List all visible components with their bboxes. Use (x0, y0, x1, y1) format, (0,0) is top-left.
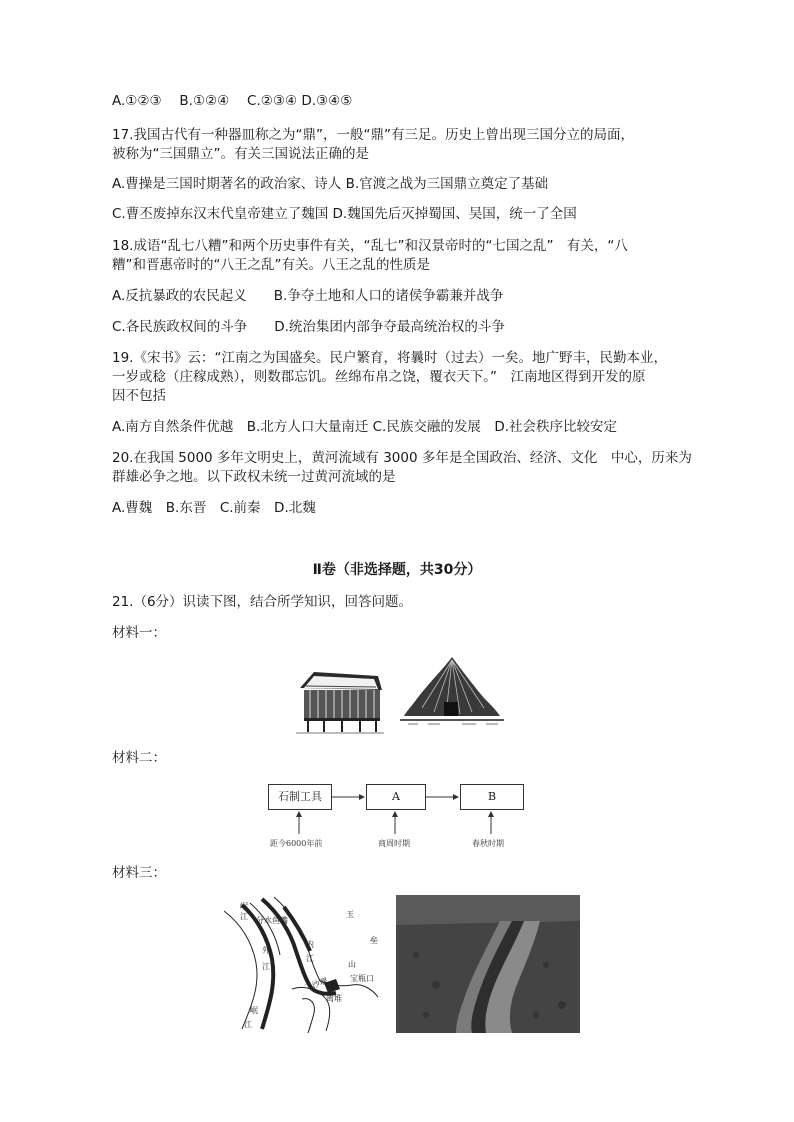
map-label-shan: 山 (348, 960, 356, 969)
material-1-label: 材料一： (112, 625, 166, 641)
q20-options: A.曹魏 B.东晋 C.前秦 D.北魏 (112, 500, 316, 516)
map-label-min-1: 岷 (240, 902, 248, 911)
material-3-label: 材料三： (112, 865, 166, 881)
q18-stem-line1: 18.成语“乱七八糟”和两个历史事件有关，“乱七”和汉景帝时的“七国之乱” 有关，“八 (112, 238, 628, 254)
q20-stem-line1: 20.在我国 5000 多年文明史上，黄河流域有 3000 多年是全国政治、经济、文化 中心，历来为 (112, 450, 692, 466)
q18-options-line2: C.各民族政权间的斗争 D.统治集团内部争夺最高统治权的斗争 (112, 319, 505, 335)
flow-label-chunqiu: 春秋时期 (472, 839, 504, 848)
flow-box-stone-tools: 石制工具 (268, 784, 332, 810)
map-label-lei: 垒 (370, 936, 378, 945)
map-label-jiang-3: 江 (306, 954, 314, 963)
map-label-lidui: 离堆 (326, 994, 342, 1003)
map-label-min-2: 岷 (250, 1006, 258, 1015)
q19-options: A.南方自然条件优越 B.北方人口大量南迁 C.民族交融的发展 D.社会秩序比较安定 (112, 419, 618, 435)
map-label-yu: 玉 (346, 910, 354, 919)
flow-box-b: B (460, 784, 524, 810)
q19-stem-line2: 一岁或稔（庄稼成熟），则数郡忘饥。丝绵布帛之饶，覆衣天下。” 江南地区得到开发的原 (112, 369, 646, 385)
map-label-jiang-2: 江 (262, 962, 270, 971)
map-label-feishayan: 飞沙堰 (303, 976, 329, 993)
q17-options-line2: C.曹丕废掉东汉末代皇帝建立了魏国 D.魏国先后灭掉蜀国、吴国，统一了全国 (112, 206, 577, 222)
map-label-jiang-4: 江 (244, 1020, 252, 1029)
q21-stem: 21.（6分）识读下图，结合所学知识，回答问题。 (112, 594, 413, 610)
q19-stem-line1: 19.《宋书》云：“江南之为国盛矣。民户繁育，将曩时（过去）一矣。地广野丰，民勤本业， (112, 350, 667, 366)
q17-options-line1: A.曹操是三国时期著名的政治家、诗人 B.官渡之战为三国鼎立奠定了基础 (112, 176, 549, 192)
q16-options: A.①②③ B.①②④ C.②③④ D.③④⑤ (112, 93, 353, 109)
map-label-nei: 内 (306, 940, 314, 949)
q17-stem-line2: 被称为“三国鼎立”。有关三国说法正确的是 (112, 146, 369, 162)
q19-stem-line3: 因不包括 (112, 388, 166, 404)
map-label-baopingkou: 宝瓶口 (350, 974, 374, 983)
q18-options-line1: A.反抗暴政的农民起义 B.争夺土地和人口的诸侯争霸兼并战争 (112, 288, 504, 304)
section-heading: Ⅱ卷（非选择题，共30分） (312, 562, 482, 578)
map-label-fenshui-yuzui: 分水鱼嘴 (256, 916, 288, 925)
map-label-wai: 外 (262, 946, 270, 955)
map-label-jiang-1: 江 (240, 912, 248, 921)
material-2-label: 材料二： (112, 750, 166, 766)
dujiangyan-map (222, 893, 394, 1033)
q18-stem-line2: 糟”和晋惠帝时的“八王之乱”有关。八王之乱的性质是 (112, 257, 430, 273)
flow-box-a: A (366, 784, 426, 810)
q17-stem-line1: 17.我国古代有一种器皿称之为“鼎”，一般“鼎”有三足。历史上曾出现三国分立的局面， (112, 127, 634, 143)
flow-label-6000: 距今6000年前 (270, 839, 323, 848)
dujiangyan-photo (396, 895, 580, 1033)
flow-label-shangzhou: 商周时期 (378, 839, 410, 848)
q20-stem-line2: 群雄必争之地。以下政权未统一过黄河流域的是 (112, 469, 396, 485)
